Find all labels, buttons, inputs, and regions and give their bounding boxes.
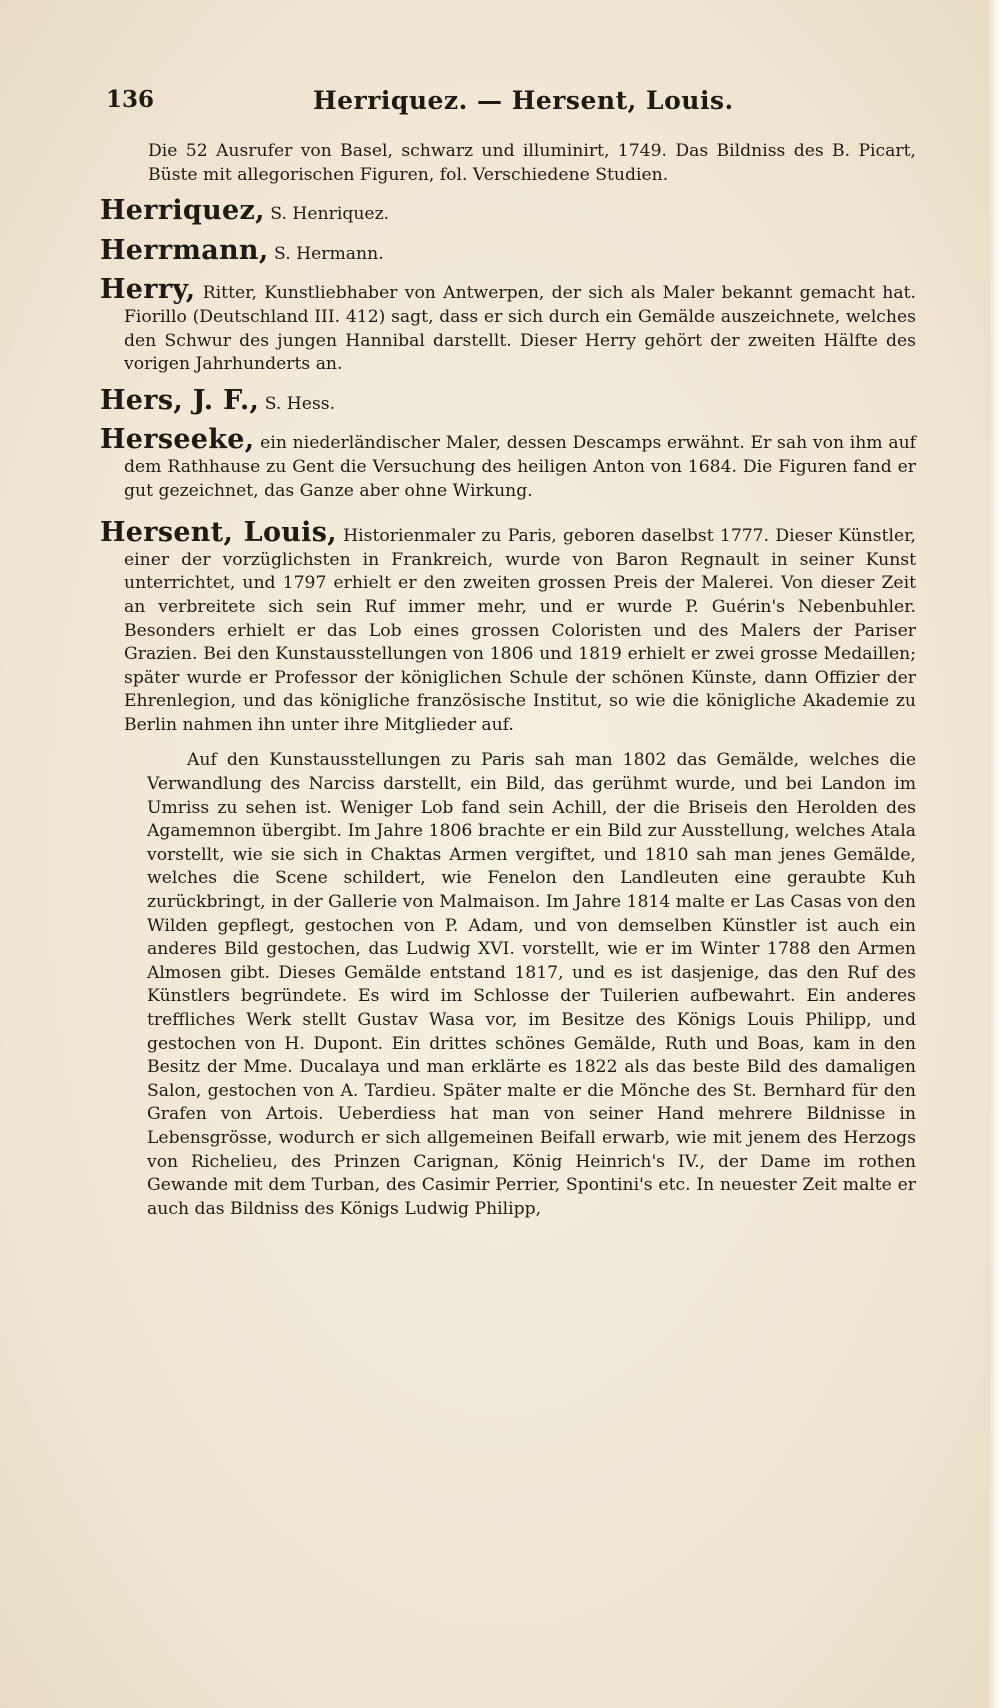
- entry-herry: [100, 274, 916, 376]
- entry-text: Ritter, Kunstliebhaber von Antwerpen, der sich als Maler bekannt gemacht hat. Fiorillo (Deutschland III. 412) sagt, dass er sich durch ein Gemälde auszeichnete, welches den Schwur des jungen Hannibal darstellt. Dieser Herry gehört der zweiten Hälfte des vorigen Jahrhunderts an.: [124, 283, 916, 375]
- entry-hers: [100, 384, 916, 417]
- running-head: Herriquez. — Hersent, Louis.: [313, 86, 734, 115]
- entry-herrmann: [100, 234, 916, 267]
- entry-hersent: [100, 517, 916, 737]
- page-header: [106, 86, 906, 126]
- entry-text: S. Henriquez.: [264, 204, 390, 225]
- page-edge: [988, 0, 1000, 1708]
- entry-headword: Herriquez,: [100, 195, 265, 227]
- entry-headword: Hers, J. F.,: [100, 384, 260, 416]
- entry-headword: Herseeke,: [100, 424, 255, 456]
- page-number: 136: [106, 86, 155, 113]
- intro-paragraph: Die 52 Ausrufer von Basel, schwarz und illuminirt, 1749. Das Bildniss des B. Picart, Büste mit allegorischen Figuren, fol. Verschiedene Studien.: [148, 141, 916, 185]
- entry-text: S. Hermann.: [268, 243, 384, 264]
- body-text: [100, 140, 916, 1221]
- entry-herseeke: [100, 424, 916, 503]
- entry-headword: Hersent, Louis,: [100, 517, 337, 549]
- entry-text: S. Hess.: [259, 393, 336, 414]
- entry-headword: Herrmann,: [100, 234, 269, 266]
- hersent-works-paragraph: Auf den Kunstausstellungen zu Paris sah man 1802 das Gemälde, welches die Verwandlung des Narciss darstellt, ein Bild, das gerühmt wurde, und bei Landon im Umriss zu sehen ist. Weniger Lob fand sein Achill, der die Briseis den Herolden des Agamemnon übergibt. Im Jahre 1806 brachte er ein Bild zur Ausstellung, welches Atala vorstellt, wie sie sich in Chaktas Armen vergiftet, und 1810 sah man jenes Gemälde, welches die Scene schildert, wie Fenelon den Landleuten eine geraubte Kuh zurückbringt, in der Gallerie von Malmaison. Im Jahre 1814 malte er Las Casas von den Wilden gepflegt, gestochen von P. Adam, und von demselben Künstler ist auch ein anderes Bild gestochen, das Ludwig XVI. vorstellt, wie er im Winter 1788 den Armen Almosen gibt. Dieses Gemälde entstand 1817, und es ist dasjenige, das den Ruf des Künstlers begründete. Es wird im Schlosse der Tuilerien aufbewahrt. Ein anderes treffliches Werk stellt Gustav Wasa vor, im Besitze des Königs Louis Philipp, und gestochen von H. Dupont. Ein drittes schönes Gemälde, Ruth und Boas, kam in den Besitz der Mme. Ducalaya und man erklärte es 1822 als das beste Bild des damaligen Salon, gestochen von A. Tardieu. Später malte er die Mönche des St. Bernhard für den Grafen von Artois. Ueberdiess hat man von seiner Hand mehrere Bildnisse in Lebensgrösse, wodurch er sich allgemeinen Beifall erwarb, wie mit jenem des Herzogs von Richelieu, des Prinzen Carignan, König Heinrich's IV., der Dame im rothen Gewande mit dem Turban, des Casimir Perrier, Spontini's etc. In neuester Zeit malte er auch das Bildniss des Königs Ludwig Philipp,: [147, 750, 916, 1219]
- entry-herriquez: [100, 195, 916, 227]
- entry-headword: Herry,: [100, 274, 196, 306]
- entry-text: ein niederländischer Maler, dessen Descamps erwähnt. Er sah von ihm auf dem Rathhause zu Gent die Versuchung des heiligen Anton von 1684. Die Figuren fand er gut gezeichnet, das Ganze aber ohne Wirkung.: [124, 433, 916, 501]
- entry-text: Historienmaler zu Paris, geboren daselbst 1777. Dieser Künstler, einer der vorzüglichsten in Frankreich, wurde von Baron Regnault in seiner Kunst unterrichtet, und 1797 erhielt er den zweiten grossen Preis der Malerei. Von dieser Zeit an verbreitete sich sein Ruf immer mehr, und er wurde P. Guérin's Nebenbuhler. Besonders erhielt er das Lob eines grossen Coloristen und des Malers der Pariser Grazien. Bei den Kunstausstellungen von 1806 und 1819 erhielt er zwei grosse Medaillen; später wurde er Professor der königlichen Schule der schönen Künste, dann Offizier der Ehrenlegion, und das königliche französische Institut, so wie die königliche Akademie zu Berlin nahmen ihn unter ihre Mitglieder auf.: [124, 526, 916, 735]
